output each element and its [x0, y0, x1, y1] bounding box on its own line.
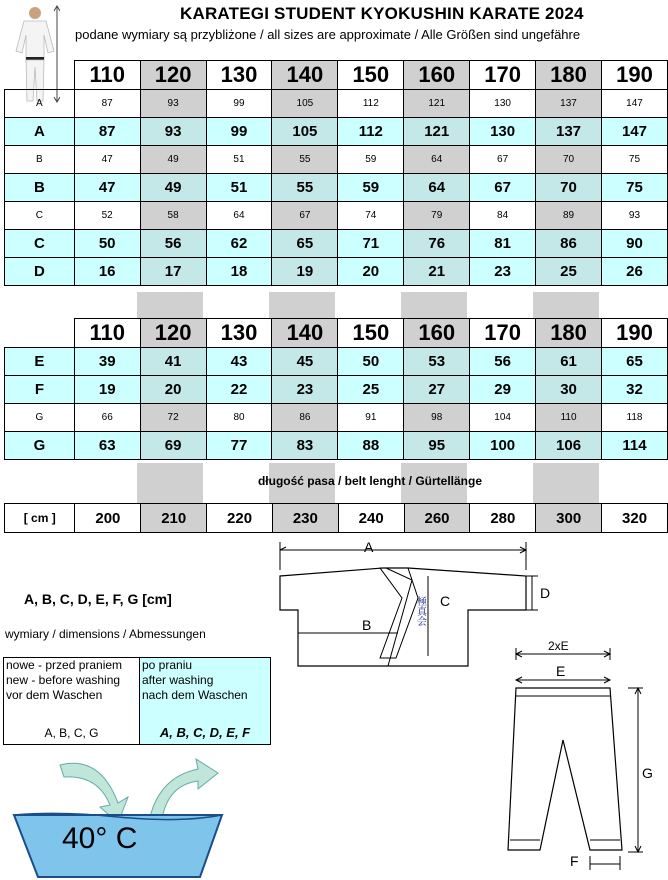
- belt-length-value: 230: [272, 504, 338, 533]
- measurement-value: 17: [140, 258, 206, 286]
- size-header-cell: 180: [536, 61, 602, 90]
- header-blank-cell: [5, 61, 75, 90]
- measurement-value: 59: [338, 174, 404, 202]
- measurement-value: 79: [404, 202, 470, 230]
- measurement-value: 64: [206, 202, 272, 230]
- size-header-cell: 130: [206, 61, 272, 90]
- legend-after-washing: [140, 658, 270, 744]
- measurement-value: 56: [140, 230, 206, 258]
- measurement-label: G: [5, 404, 75, 432]
- measurement-row: [5, 90, 668, 118]
- measurement-value: 87: [74, 90, 140, 118]
- measurement-value: 75: [601, 174, 667, 202]
- dimensions-subtitle: wymiary / dimensions / Abmessungen: [5, 627, 206, 641]
- measurement-value: 130: [470, 118, 536, 146]
- measurement-value: 20: [140, 376, 206, 404]
- measurement-value: 91: [338, 404, 404, 432]
- size-header-cell: 190: [602, 319, 668, 348]
- measurement-value: 93: [140, 118, 206, 146]
- measurement-value: 67: [272, 202, 338, 230]
- measurement-value: 41: [140, 348, 206, 376]
- jacket-label-a: A: [364, 539, 374, 555]
- measurement-value: 137: [536, 118, 602, 146]
- measurement-value: 112: [338, 118, 404, 146]
- measurement-value: 30: [536, 376, 602, 404]
- gray-column-strip: [269, 292, 335, 318]
- size-header-cell: 150: [338, 61, 404, 90]
- measurement-value: 106: [536, 432, 602, 460]
- measurement-value: 88: [338, 432, 404, 460]
- measurement-row: [5, 432, 668, 460]
- measurement-value: 47: [74, 146, 140, 174]
- measurement-value: 55: [272, 146, 338, 174]
- pants-label-g: G: [642, 765, 653, 781]
- measurement-value: 74: [338, 202, 404, 230]
- measurement-value: 76: [404, 230, 470, 258]
- measurement-value: 147: [601, 90, 667, 118]
- dimensions-title: A, B, C, D, E, F, G [cm]: [24, 591, 172, 607]
- size-header-cell: 170: [470, 61, 536, 90]
- measurement-row: [5, 118, 668, 146]
- measurement-value: 118: [602, 404, 668, 432]
- measurement-value: 56: [470, 348, 536, 376]
- pants-diagram: [500, 640, 668, 880]
- measurement-value: 83: [272, 432, 338, 460]
- measurement-label: E: [5, 348, 75, 376]
- measurement-value: 87: [74, 118, 140, 146]
- measurement-row: [5, 146, 668, 174]
- measurement-value: 98: [404, 404, 470, 432]
- size-header-cell: 120: [140, 319, 206, 348]
- measurement-value: 59: [338, 146, 404, 174]
- measurement-value: 95: [404, 432, 470, 460]
- size-header-cell: 180: [536, 319, 602, 348]
- measurement-value: 65: [272, 230, 338, 258]
- header-blank-cell: [5, 319, 75, 348]
- measurement-value: 22: [206, 376, 272, 404]
- measurement-row: [5, 202, 668, 230]
- measurement-value: 50: [74, 230, 140, 258]
- measurement-label: G: [5, 432, 75, 460]
- measurement-value: 16: [74, 258, 140, 286]
- measurement-label: A: [5, 90, 75, 118]
- measurement-value: 49: [140, 146, 206, 174]
- legend-line: nowe - przed praniem: [6, 658, 123, 672]
- size-header-row: [5, 61, 668, 90]
- measurement-value: 66: [74, 404, 140, 432]
- measurement-value: 19: [74, 376, 140, 404]
- measurement-value: 121: [404, 118, 470, 146]
- measurement-value: 71: [338, 230, 404, 258]
- legend-line: nach dem Waschen: [142, 688, 248, 702]
- measurement-value: 62: [206, 230, 272, 258]
- belt-unit-label: [ cm ]: [5, 504, 75, 533]
- measurement-value: 55: [272, 174, 338, 202]
- wash-arrow-out-icon: [150, 759, 218, 819]
- measurement-value: 105: [272, 90, 338, 118]
- size-header-cell: 170: [470, 319, 536, 348]
- size-header-cell: 150: [338, 319, 404, 348]
- measurement-value: 100: [470, 432, 536, 460]
- wash-illustration: [0, 755, 240, 880]
- pants-label-e: E: [556, 663, 566, 679]
- measurement-value: 19: [272, 258, 338, 286]
- measurement-value: 32: [602, 376, 668, 404]
- measurement-value: 18: [206, 258, 272, 286]
- measurement-value: 137: [536, 90, 602, 118]
- measurement-label: F: [5, 376, 75, 404]
- pants-label-f: F: [570, 853, 579, 869]
- belt-length-value: 240: [338, 504, 404, 533]
- belt-length-title: długość pasa / belt lenght / Gürtellänge: [257, 474, 483, 488]
- measurement-label: A: [5, 118, 75, 146]
- measurement-value: 51: [206, 174, 272, 202]
- kyokushin-logo: 極真会: [414, 596, 426, 626]
- belt-length-value: 280: [470, 504, 536, 533]
- measurement-value: 58: [140, 202, 206, 230]
- measurement-label: C: [5, 202, 75, 230]
- measurement-value: 20: [338, 258, 404, 286]
- gray-column-strip: [401, 292, 467, 318]
- measurement-value: 23: [470, 258, 536, 286]
- wash-temperature: 40° C: [62, 822, 138, 855]
- measurement-value: 75: [601, 146, 667, 174]
- measurement-value: 93: [601, 202, 667, 230]
- measurement-value: 90: [601, 230, 667, 258]
- legend-before-washing: [4, 658, 140, 744]
- page-title: KARATEGI STUDENT KYOKUSHIN KARATE 2024: [180, 4, 584, 23]
- measurement-value: 84: [470, 202, 536, 230]
- measurement-label: B: [5, 174, 75, 202]
- measurement-value: 43: [206, 348, 272, 376]
- measurement-value: 61: [536, 348, 602, 376]
- belt-length-value: 260: [404, 504, 470, 533]
- measurement-value: 121: [404, 90, 470, 118]
- measurement-value: 21: [404, 258, 470, 286]
- measurement-value: 67: [470, 146, 536, 174]
- measurement-row: [5, 174, 668, 202]
- measurement-value: 63: [74, 432, 140, 460]
- belt-length-value: 210: [141, 504, 207, 533]
- gray-column-strip: [533, 292, 599, 318]
- size-header-cell: 140: [272, 319, 338, 348]
- measurement-label: B: [5, 146, 75, 174]
- measurement-value: 51: [206, 146, 272, 174]
- size-header-cell: 110: [74, 61, 140, 90]
- size-header-cell: 190: [601, 61, 667, 90]
- measurement-row: [5, 376, 668, 404]
- measurement-value: 70: [536, 146, 602, 174]
- measurement-value: 29: [470, 376, 536, 404]
- measurement-value: 72: [140, 404, 206, 432]
- legend-line: vor dem Waschen: [6, 688, 103, 702]
- jacket-label-d: D: [540, 585, 551, 601]
- measurement-value: 23: [272, 376, 338, 404]
- measurement-label: C: [5, 230, 75, 258]
- measurement-value: 27: [404, 376, 470, 404]
- measurement-value: 81: [470, 230, 536, 258]
- measurement-row: [5, 404, 668, 432]
- jacket-size-table: [4, 60, 668, 286]
- measurement-value: 114: [602, 432, 668, 460]
- size-header-cell: 160: [404, 319, 470, 348]
- measurement-row: [5, 230, 668, 258]
- measurement-value: 70: [536, 174, 602, 202]
- measurement-value: 147: [601, 118, 667, 146]
- measurement-value: 86: [536, 230, 602, 258]
- jacket-label-c: C: [440, 593, 451, 609]
- jacket-label-b: B: [362, 617, 372, 633]
- measurement-value: 86: [272, 404, 338, 432]
- legend-after-value: A, B, C, D, E, F: [159, 725, 251, 740]
- measurement-row: [5, 348, 668, 376]
- measurement-value: 99: [206, 90, 272, 118]
- legend-line: after washing: [142, 673, 214, 687]
- measurement-value: 93: [140, 90, 206, 118]
- gray-column-strip: [137, 292, 203, 318]
- measurement-value: 110: [536, 404, 602, 432]
- size-header-cell: 120: [140, 61, 206, 90]
- size-header-cell: 110: [74, 319, 140, 348]
- legend-before-value: A, B, C, G: [44, 726, 99, 740]
- washing-legend: [3, 657, 271, 745]
- measurement-value: 130: [470, 90, 536, 118]
- measurement-value: 112: [338, 90, 404, 118]
- measurement-value: 64: [404, 174, 470, 202]
- legend-line: new - before washing: [6, 673, 121, 687]
- legend-line: po praniu: [142, 658, 193, 672]
- pants-size-table: [4, 318, 668, 460]
- measurement-row: [5, 258, 668, 286]
- measurement-value: 25: [536, 258, 602, 286]
- measurement-value: 45: [272, 348, 338, 376]
- belt-length-table: [4, 503, 668, 533]
- measurement-value: 67: [470, 174, 536, 202]
- measurement-value: 52: [74, 202, 140, 230]
- belt-length-value: 220: [207, 504, 273, 533]
- pants-label-2xe: 2xE: [548, 640, 569, 653]
- measurement-value: 89: [536, 202, 602, 230]
- page-subtitle: podane wymiary są przybliżone / all sizes are approximate / Alle Größen sind ungefähre: [75, 27, 581, 42]
- measurement-value: 65: [602, 348, 668, 376]
- size-header-cell: 130: [206, 319, 272, 348]
- measurement-value: 49: [140, 174, 206, 202]
- belt-length-value: 320: [602, 504, 668, 533]
- measurement-value: 50: [338, 348, 404, 376]
- measurement-value: 77: [206, 432, 272, 460]
- belt-length-value: 200: [75, 504, 141, 533]
- size-header-cell: 140: [272, 61, 338, 90]
- measurement-value: 69: [140, 432, 206, 460]
- gray-column-strip: [137, 463, 203, 503]
- measurement-value: 25: [338, 376, 404, 404]
- measurement-value: 39: [74, 348, 140, 376]
- measurement-value: 99: [206, 118, 272, 146]
- belt-length-value: 300: [536, 504, 602, 533]
- belt-row: [5, 504, 668, 533]
- measurement-value: 64: [404, 146, 470, 174]
- size-header-row: [5, 319, 668, 348]
- measurement-value: 80: [206, 404, 272, 432]
- measurement-value: 26: [601, 258, 667, 286]
- measurement-value: 104: [470, 404, 536, 432]
- measurement-value: 47: [74, 174, 140, 202]
- size-header-cell: 160: [404, 61, 470, 90]
- measurement-label: D: [5, 258, 75, 286]
- gray-column-strip: [533, 463, 599, 503]
- measurement-value: 105: [272, 118, 338, 146]
- measurement-value: 53: [404, 348, 470, 376]
